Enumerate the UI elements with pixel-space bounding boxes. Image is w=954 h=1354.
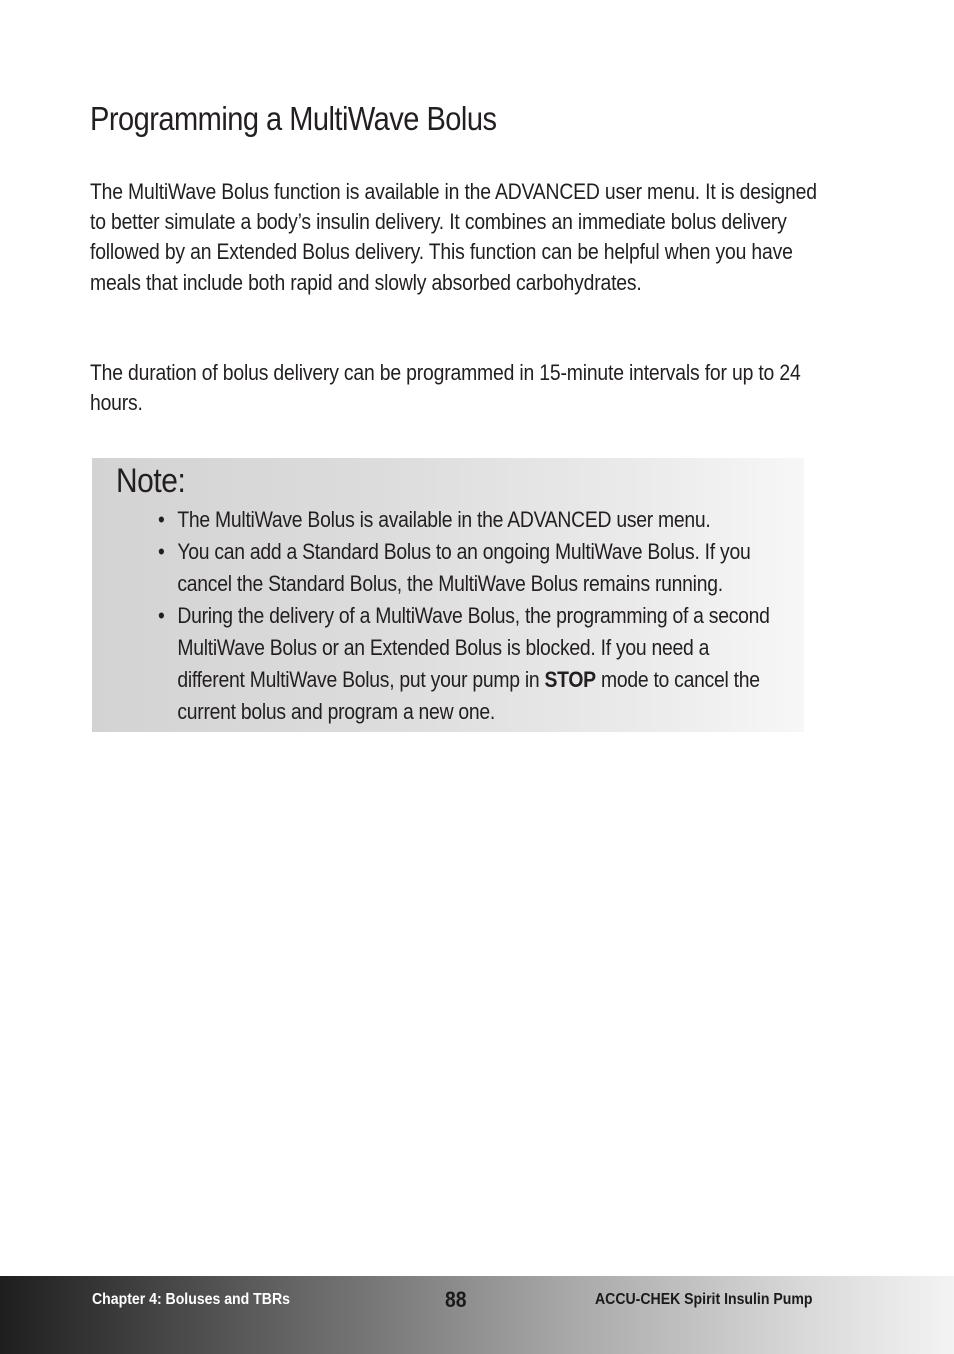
note-box [92,458,804,732]
note-item-text-before: During the delivery of a MultiWave Bolus, the programming of a second MultiWave Bolus or an Extended Bolus is blocked. If you need a different MultiWave Bolus, put your pump in [177,603,770,692]
footer-bar [0,1276,954,1354]
bullet-icon: • [158,603,165,628]
bullet-icon: • [158,507,165,532]
note-item-text-after: mode to cancel the current bolus and program a new one. [177,667,760,724]
bullet-icon: • [158,539,165,564]
footer-product: ACCU-CHEK Spirit Insulin Pump [595,1291,813,1308]
stop-mode-label: STOP [544,667,596,692]
intro-paragraph: The MultiWave Bolus function is available in the ADVANCED user menu. It is designed to better simulate a body’s insulin delivery. It combines an immediate bolus delivery followed by an Extended Bolus delivery. This function can be helpful when you have meals that include both rapid and slowly absorbed carbohydrates. [90,179,817,295]
page-number: 88 [445,1287,467,1312]
page-title: Programming a MultiWave Bolus [90,100,497,137]
note-title: Note: [116,462,186,500]
note-item-text: You can add a Standard Bolus to an ongoing MultiWave Bolus. If you cancel the Standard Bolus, the MultiWave Bolus remains running. [177,539,751,596]
duration-paragraph: The duration of bolus delivery can be programmed in 15-minute intervals for up to 24 hours. [90,360,801,416]
note-item [158,600,774,728]
footer-chapter: Chapter 4: Boluses and TBRs [92,1291,290,1308]
note-item [158,504,774,536]
note-item-text: The MultiWave Bolus is available in the ADVANCED user menu. [177,507,711,532]
note-item [158,536,774,600]
note-list [158,504,774,728]
